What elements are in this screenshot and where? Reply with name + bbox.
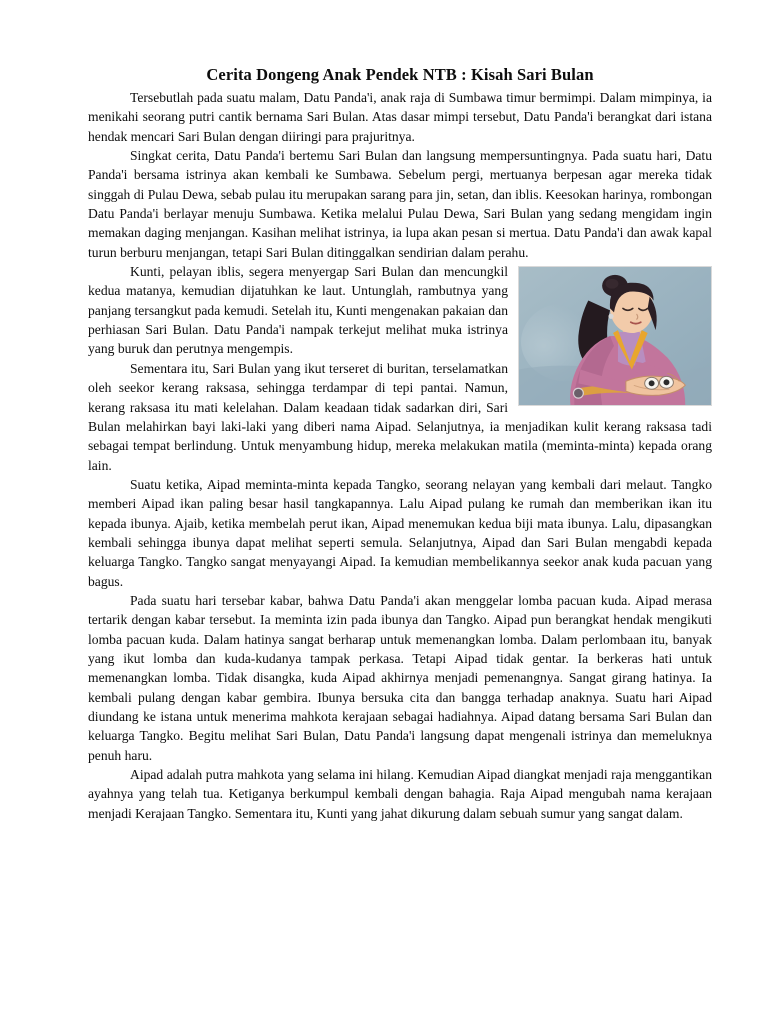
paragraph-7: Aipad adalah putra mahkota yang selama ini hilang. Kemudian Aipad diangkat menjadi raja menggantikan ayahnya yang telah tua. Ketiganya berkumpul kembali dengan bahagia. Raja Aipad mengubah nama kerajaan menjadi Kerajaan Tangko. Sementara itu, Kunti yang jahat dikurung dalam sebuah sumur yang sangat dalam. [88,767,712,821]
paragraph-3: Kunti, pelayan iblis, segera menyergap Sari Bulan dan mencungkil kedua matanya, kemudian dijatuhkan ke laut. Untunglah, rambutnya yang panjang tersangkut pada kemudi. Setelah itu, Kunti mengenakan pakaian dan perhiasan Sari Bulan. Datu Panda'i nampak terkejut melihat muka istrinya yang buruk dan perutnya mengempis. [88,264,508,357]
illustration-artwork [519,267,711,405]
paragraph-4: Sementara itu, Sari Bulan yang ikut terseret di buritan, terselamatkan oleh seekor kerang raksasa, sehingga terdampar di tepi pantai. Namun, kerang raksasa itu mati kelelahan. Dalam keadaan tidak sadarkan diri, Sari Bulan melahirkan bayi laki-laki yang diberi nama Aipad. Selanjutnya, ia menjadikan kulit kerang raksasa tadi sebagai tempat berlindung. Untuk menyambung hidup, mereka melakukan matila (meminta-minta) kepada orang lain. [88,360,712,473]
woman-holding-eyes-illustration [518,266,712,406]
paragraph-2: Singkat cerita, Datu Panda'i bertemu Sari Bulan dan langsung mempersuntingnya. Pada suatu hari, Datu Panda'i bersama istrinya akan kembali ke Sumbawa. Sebelum pergi, mertuanya berpesan agar mereka tidak singgah di Pulau Dewa, sebab pulau itu merupakan sarang para jin, setan, dan iblis. Keesokan harinya, rombongan Datu Panda'i berlayar menuju Sumbawa. Ketika melalui Pulau Dewa, Sari Bulan yang sedang mengidam ingin memakan daging menjangan. Kasihan melihat istrinya, ia lupa akan pesan si mertua. Datu Panda'i dan awak kapal turun berburu menjangan, tetapi Sari Bulan ditinggalkan sendirian dalam perahu. [88,148,712,260]
page-title: Cerita Dongeng Anak Pendek NTB : Kisah Sari Bulan [206,65,594,85]
paragraph-5: Suatu ketika, Aipad meminta-minta kepada Tangko, seorang nelayan yang kembali dari melaut. Tangko memberi Aipad ikan paling besar hasil tangkapannya. Lalu Aipad pulang ke rumah dan memberikan ikan itu kepada ibunya. Ajaib, ketika membelah perut ikan, Aipad menemukan kedua biji mata ibunya. Lalu, dipasangkan kembali sehingga ibunya dapat melihat seperti semula. Selanjutnya, Aipad dan Sari Bulan mengabdi kepada keluarga Tangko. Tangko sangat menyayangi Aipad. Ia kemudian membelikannya seekor anak kuda pacuan yang bagus. [88,476,712,589]
paragraph-6: Pada suatu hari tersebar kabar, bahwa Datu Panda'i akan menggelar lomba pacuan kuda. Aipad merasa tertarik dengan kabar tersebut. Ia meminta izin pada ibunya dan Tangko. Aipad pun berangkat hendak mengikuti lomba pacuan kuda. Dalam hatinya sangat berharap untuk memenangkan lomba. Dalam perlombaan itu, banyak yang ikut lomba dan kuda-kudanya tampak perkasa. Tetapi Aipad tidak gentar. Ia berkeras hati untuk memenangkan lomba. Tidak disangka, kuda Aipad akhirnya menjadi pemenangnya. Sangat girang hatinya. Ia kembali pulang dengan kabar gembira. Ibunya bersuka cita dan bangga terhadap anaknya. Suatu hari Aipad diundang ke istana untuk menerima mahkota kerajaan sebagai hadiahnya. Aipad datang bersama Sari Bulan dan keluarga Tangko. Begitu melihat Sari Bulan, Datu Panda'i langsung dapat mengenali istrinya dan memeluknya penuh haru. [88,592,712,763]
document-body [88,88,712,823]
paragraph-1: Tersebutlah pada suatu malam, Datu Panda'i, anak raja di Sumbawa timur bermimpi. Dalam mimpinya, ia menikahi seorang putri cantik bernama Sari Bulan. Atas dasar mimpi tersebut, Datu Panda'i berangkat dari istana hendak mencari Sari Bulan dengan diiringi para prajuritnya. [88,90,712,144]
